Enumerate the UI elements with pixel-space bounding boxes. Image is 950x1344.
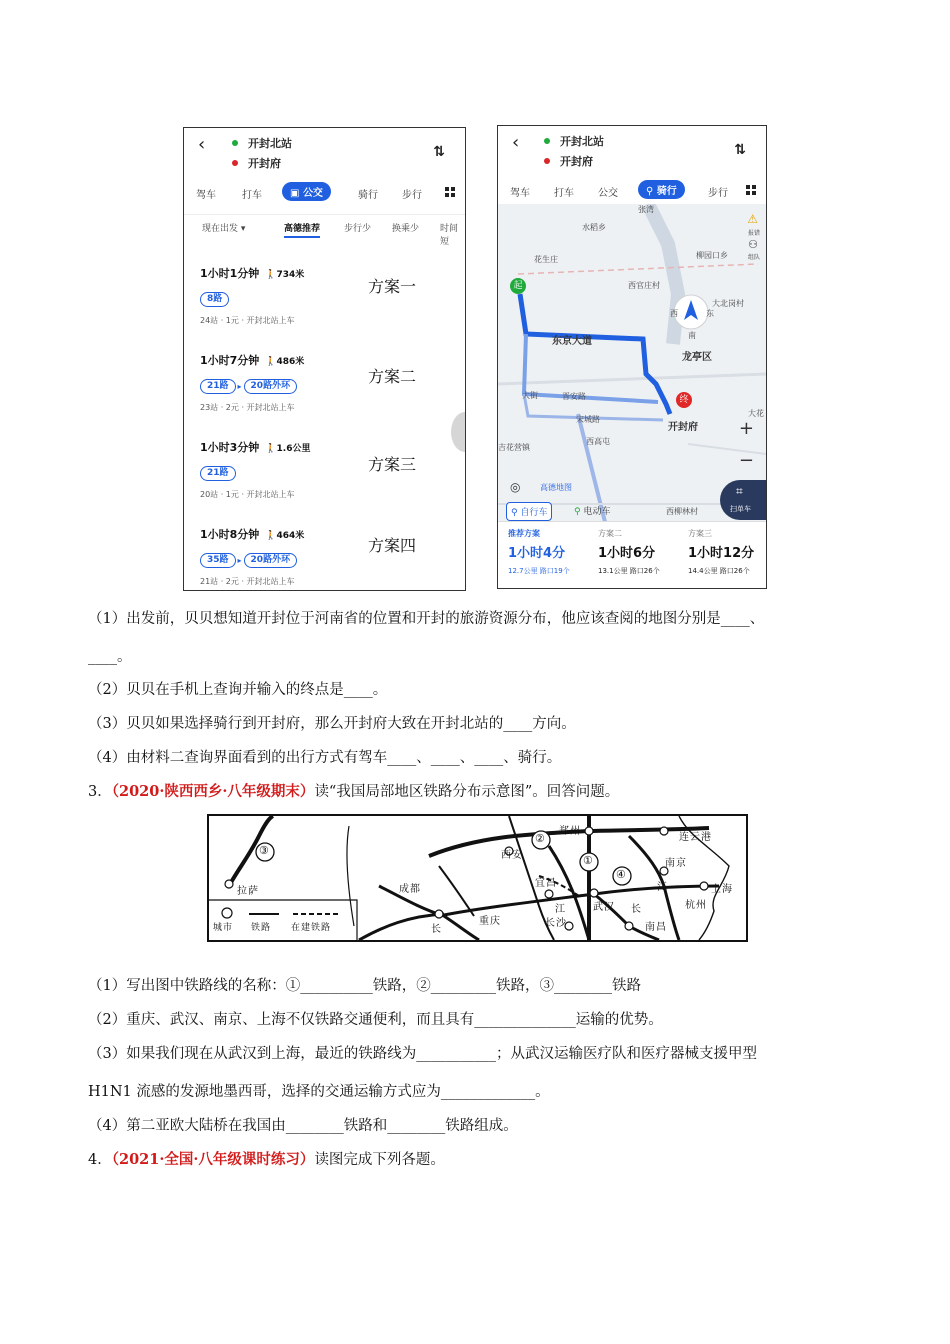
tab-walk[interactable]: 步行 bbox=[402, 190, 422, 201]
river-label: 江 bbox=[555, 904, 566, 915]
more-grid-icon[interactable] bbox=[746, 185, 756, 195]
drawer-handle[interactable] bbox=[451, 412, 466, 452]
route-option-3[interactable] bbox=[200, 436, 340, 500]
bike-plans-card bbox=[498, 521, 766, 588]
city-zhengzhou: 郑州 bbox=[559, 826, 581, 837]
start-marker-icon: 起 bbox=[510, 278, 526, 294]
vehicle-tabs bbox=[506, 502, 686, 522]
locate-icon[interactable]: ◎ bbox=[510, 480, 521, 494]
walk-distance: 🚶1.6公里 bbox=[265, 444, 311, 454]
origin-station[interactable]: 开封北站 bbox=[560, 135, 604, 148]
tab-walk[interactable]: 步行 bbox=[708, 188, 728, 199]
map-label: 大街 bbox=[522, 391, 538, 400]
transfer-arrow-icon: ▸ bbox=[237, 556, 242, 565]
route-option-2[interactable] bbox=[200, 349, 340, 413]
tab-taxi[interactable]: 打车 bbox=[242, 190, 262, 201]
city-yichang: 宜昌 bbox=[535, 878, 557, 889]
map-label: 张湾 bbox=[638, 205, 654, 214]
tab-bicycle-label: 自行车 bbox=[520, 508, 548, 518]
zoom-out-button[interactable]: − bbox=[738, 450, 754, 471]
route-duration: 1小时8分钟 bbox=[200, 528, 260, 541]
city-hangzhou: 杭州 bbox=[685, 900, 707, 911]
filter-depart-now[interactable]: 现在出发 ▾ bbox=[202, 224, 246, 234]
legend-rail: 铁路 bbox=[251, 923, 272, 933]
map-label: 东京大道 bbox=[552, 336, 592, 347]
city-chongqing: 重庆 bbox=[479, 916, 501, 927]
zoom-in-button[interactable]: + bbox=[738, 418, 754, 439]
compass-west: 西 bbox=[670, 309, 678, 318]
plan-label-4: 方案四 bbox=[368, 536, 417, 555]
route-header bbox=[498, 126, 766, 186]
source-tag: （2021·全国·八年级课时练习） bbox=[111, 1151, 315, 1168]
plan-distance: 14.4公里 路口26个 bbox=[688, 567, 750, 575]
origin-dot-icon bbox=[544, 138, 550, 144]
map-label: 西官庄村 bbox=[628, 281, 660, 290]
bus-line-badge: 8路 bbox=[200, 292, 229, 307]
end-marker-icon: 终 bbox=[676, 392, 692, 408]
legend-city: 城市 bbox=[213, 923, 234, 933]
plan-tag: 方案三 bbox=[688, 529, 712, 538]
tab-ebike[interactable] bbox=[574, 504, 610, 517]
origin-dot-icon bbox=[232, 140, 238, 146]
travel-mode-tabs bbox=[498, 178, 766, 202]
swap-icon[interactable]: ⇅ bbox=[734, 142, 746, 158]
question-4: （4）由材料二查询界面看到的出行方式有驾车____、____、____、骑行。 bbox=[88, 750, 562, 766]
city-nanjing: 南京 bbox=[665, 858, 687, 869]
tab-bus[interactable] bbox=[282, 182, 331, 201]
filter-recommend[interactable]: 高德推荐 bbox=[284, 221, 320, 238]
map-label: 西高屯 bbox=[586, 437, 610, 446]
tab-bike[interactable] bbox=[638, 180, 685, 199]
map-label: 柳园口乡 bbox=[696, 251, 728, 260]
route-filter-bar bbox=[184, 214, 465, 247]
map-label: 西柳林村 bbox=[666, 507, 698, 516]
city-chengdu: 成都 bbox=[399, 884, 421, 895]
problem-number: 4． bbox=[88, 1152, 112, 1168]
city-changsha: 长沙 bbox=[545, 918, 567, 929]
report-label[interactable]: 报错 bbox=[747, 230, 760, 237]
city-nanchang: 南昌 bbox=[645, 922, 667, 933]
plan-tag: 方案二 bbox=[598, 529, 622, 538]
map-label: 大北岗村 bbox=[712, 299, 744, 308]
route-map[interactable] bbox=[498, 204, 766, 552]
city-lianyungang: 连云港 bbox=[679, 832, 712, 843]
map-label: 吉花营镇 bbox=[498, 443, 530, 452]
route-info: 24站 · 1元 · 开封北站上车 bbox=[200, 316, 295, 325]
legend-planned: 在建铁路 bbox=[291, 923, 332, 933]
route-duration: 1小时1分钟 bbox=[200, 267, 260, 280]
rail-question-3-line-a: （3）如果我们现在从武汉到上海，最近的铁路线为___________；从武汉运输医疗队和医疗器械支援甲型 bbox=[88, 1046, 757, 1062]
tab-bike[interactable]: 骑行 bbox=[358, 190, 378, 201]
problem-number: 3． bbox=[88, 784, 112, 800]
route-option-1[interactable] bbox=[200, 262, 340, 326]
source-tag: （2020·陕西西乡·八年级期末） bbox=[111, 783, 315, 800]
problem-4-heading bbox=[88, 1150, 445, 1170]
question-3: （3）贝贝如果选择骑行到开封府，那么开封府大致在开封北站的____方向。 bbox=[88, 716, 576, 732]
city-shanghai: 上海 bbox=[711, 884, 733, 895]
route-info: 23站 · 2元 · 开封北站上车 bbox=[200, 403, 295, 412]
river-label: 长 bbox=[431, 924, 442, 935]
problem-prompt: 读图完成下列各题。 bbox=[314, 1152, 445, 1168]
route-duration: 1小时3分钟 bbox=[200, 441, 260, 454]
city-xian: 西安 bbox=[501, 850, 523, 861]
back-arrow-icon[interactable]: ‹ bbox=[198, 134, 206, 155]
filter-less-walk[interactable]: 步行少 bbox=[344, 224, 372, 234]
bus-line-badge: 21路 bbox=[200, 466, 236, 481]
walk-distance: 🚶734米 bbox=[265, 270, 305, 280]
tab-bicycle[interactable] bbox=[506, 502, 552, 521]
plan-distance: 13.1公里 路口26个 bbox=[598, 567, 660, 575]
scan-icon: ⌗ bbox=[736, 484, 743, 498]
compass-east: 东 bbox=[706, 309, 714, 318]
scan-label: 扫单车 bbox=[730, 505, 751, 513]
bicycle-icon: ⚲ bbox=[511, 508, 521, 518]
compass-south: 南 bbox=[688, 331, 696, 340]
rail-question-3-line-b: H1N1 流感的发源地墨西哥，选择的交通运输方式应为_____________。 bbox=[88, 1084, 550, 1100]
tab-taxi[interactable]: 打车 bbox=[554, 188, 574, 199]
bus-line-badge: 35路 bbox=[200, 553, 236, 568]
plan-label-1: 方案一 bbox=[368, 277, 417, 296]
route-info: 20站 · 1元 · 开封北站上车 bbox=[200, 490, 295, 499]
destination-dot-icon bbox=[232, 160, 238, 166]
bus-line-badge: 20路外环 bbox=[244, 379, 298, 394]
marker-1: ① bbox=[583, 854, 594, 867]
route-info: 21站 · 2元 · 开封北站上车 bbox=[200, 577, 295, 586]
destination-dot-icon bbox=[544, 158, 550, 164]
travel-mode-tabs bbox=[184, 180, 465, 204]
more-grid-icon[interactable] bbox=[445, 187, 455, 197]
swap-icon[interactable]: ⇅ bbox=[433, 144, 445, 160]
railway-map bbox=[207, 814, 748, 942]
filter-less-transfer[interactable]: 换乘少 bbox=[392, 224, 420, 234]
tab-drive[interactable]: 驾车 bbox=[510, 188, 530, 199]
transfer-arrow-icon: ▸ bbox=[237, 382, 242, 391]
bus-line-badge: 21路 bbox=[200, 379, 236, 394]
plan-distance: 12.7公里 路口19个 bbox=[508, 567, 570, 575]
question-2: （2）贝贝在手机上查询并输入的终点是____。 bbox=[88, 682, 388, 698]
plan-label-2: 方案二 bbox=[368, 367, 417, 386]
origin-station[interactable]: 开封北站 bbox=[248, 137, 292, 150]
scan-bike-button[interactable] bbox=[720, 480, 766, 520]
map-label: 宋城路 bbox=[576, 415, 600, 424]
map-label: 龙亭区 bbox=[682, 352, 712, 363]
walk-distance: 🚶486米 bbox=[265, 357, 305, 367]
bus-route-screenshot bbox=[183, 127, 466, 591]
question-1-line-b: ____。 bbox=[88, 649, 132, 665]
problem-prompt: 读“我国局部地区铁路分布示意图”。回答问题。 bbox=[314, 784, 620, 800]
map-label: 大花 bbox=[748, 409, 764, 418]
warning-icon[interactable]: ⚠ bbox=[747, 212, 758, 226]
back-arrow-icon[interactable]: ‹ bbox=[512, 132, 520, 153]
rail-question-4: （4）第二亚欧大陆桥在我国由________铁路和________铁路组成。 bbox=[88, 1118, 518, 1134]
tab-bus[interactable]: 公交 bbox=[598, 188, 618, 199]
bus-line-badge: 20路外环 bbox=[244, 553, 298, 568]
city-lhasa: 拉萨 bbox=[237, 886, 259, 897]
map-label: 花生庄 bbox=[534, 255, 558, 264]
bike-icon: ⚲ bbox=[646, 186, 657, 197]
city-wuhan: 武汉 bbox=[593, 902, 615, 913]
bike-route-screenshot bbox=[497, 125, 767, 589]
plan-label-3: 方案三 bbox=[368, 455, 417, 474]
map-label: 晋安路 bbox=[562, 392, 586, 401]
marker-2: ② bbox=[535, 832, 546, 845]
question-1-line-a: （1）出发前，贝贝想知道开封位于河南省的位置和开封的旅游资源分布，他应该查阅的地图分别是____、 bbox=[88, 611, 765, 627]
plan-tag: 推荐方案 bbox=[508, 529, 540, 538]
map-label: 开封府 bbox=[668, 422, 698, 433]
destination-station[interactable]: 开封府 bbox=[248, 157, 281, 170]
marker-3: ③ bbox=[259, 844, 270, 857]
plan-time[interactable]: 1小时4分 bbox=[508, 546, 566, 561]
walk-distance: 🚶464米 bbox=[265, 531, 305, 541]
marker-4: ④ bbox=[616, 868, 627, 881]
rail-question-1: （1）写出图中铁路线的名称：①__________铁路，②_________铁路，③________铁路 bbox=[88, 978, 641, 994]
tab-bus-label: 公交 bbox=[302, 188, 323, 199]
route-option-4[interactable] bbox=[200, 523, 340, 587]
plan-time[interactable]: 1小时12分 bbox=[688, 546, 755, 561]
tab-drive[interactable]: 驾车 bbox=[196, 190, 216, 201]
problem-3-heading bbox=[88, 782, 619, 802]
destination-station[interactable]: 开封府 bbox=[560, 155, 593, 168]
tab-bike-label: 骑行 bbox=[656, 186, 677, 197]
river-label: 江 bbox=[657, 882, 668, 893]
river-label: 长 bbox=[631, 904, 642, 915]
rail-question-2: （2）重庆、武汉、南京、上海不仅铁路交通便利，而且具有______________运输的优势。 bbox=[88, 1012, 663, 1028]
map-logo: 高德地图 bbox=[540, 483, 572, 492]
team-label[interactable]: 组队 bbox=[747, 254, 760, 261]
map-label: 水稻乡 bbox=[582, 223, 606, 232]
route-duration: 1小时7分钟 bbox=[200, 354, 260, 367]
route-header bbox=[184, 128, 465, 188]
filter-fastest[interactable]: 时间短 bbox=[440, 224, 459, 247]
team-icon[interactable]: ⚇ bbox=[748, 238, 758, 251]
tab-ebike-label: 电动车 bbox=[583, 507, 611, 517]
bus-icon: ▣ bbox=[290, 188, 303, 199]
ebike-icon: ⚲ bbox=[574, 507, 584, 517]
plan-time[interactable]: 1小时6分 bbox=[598, 546, 656, 561]
